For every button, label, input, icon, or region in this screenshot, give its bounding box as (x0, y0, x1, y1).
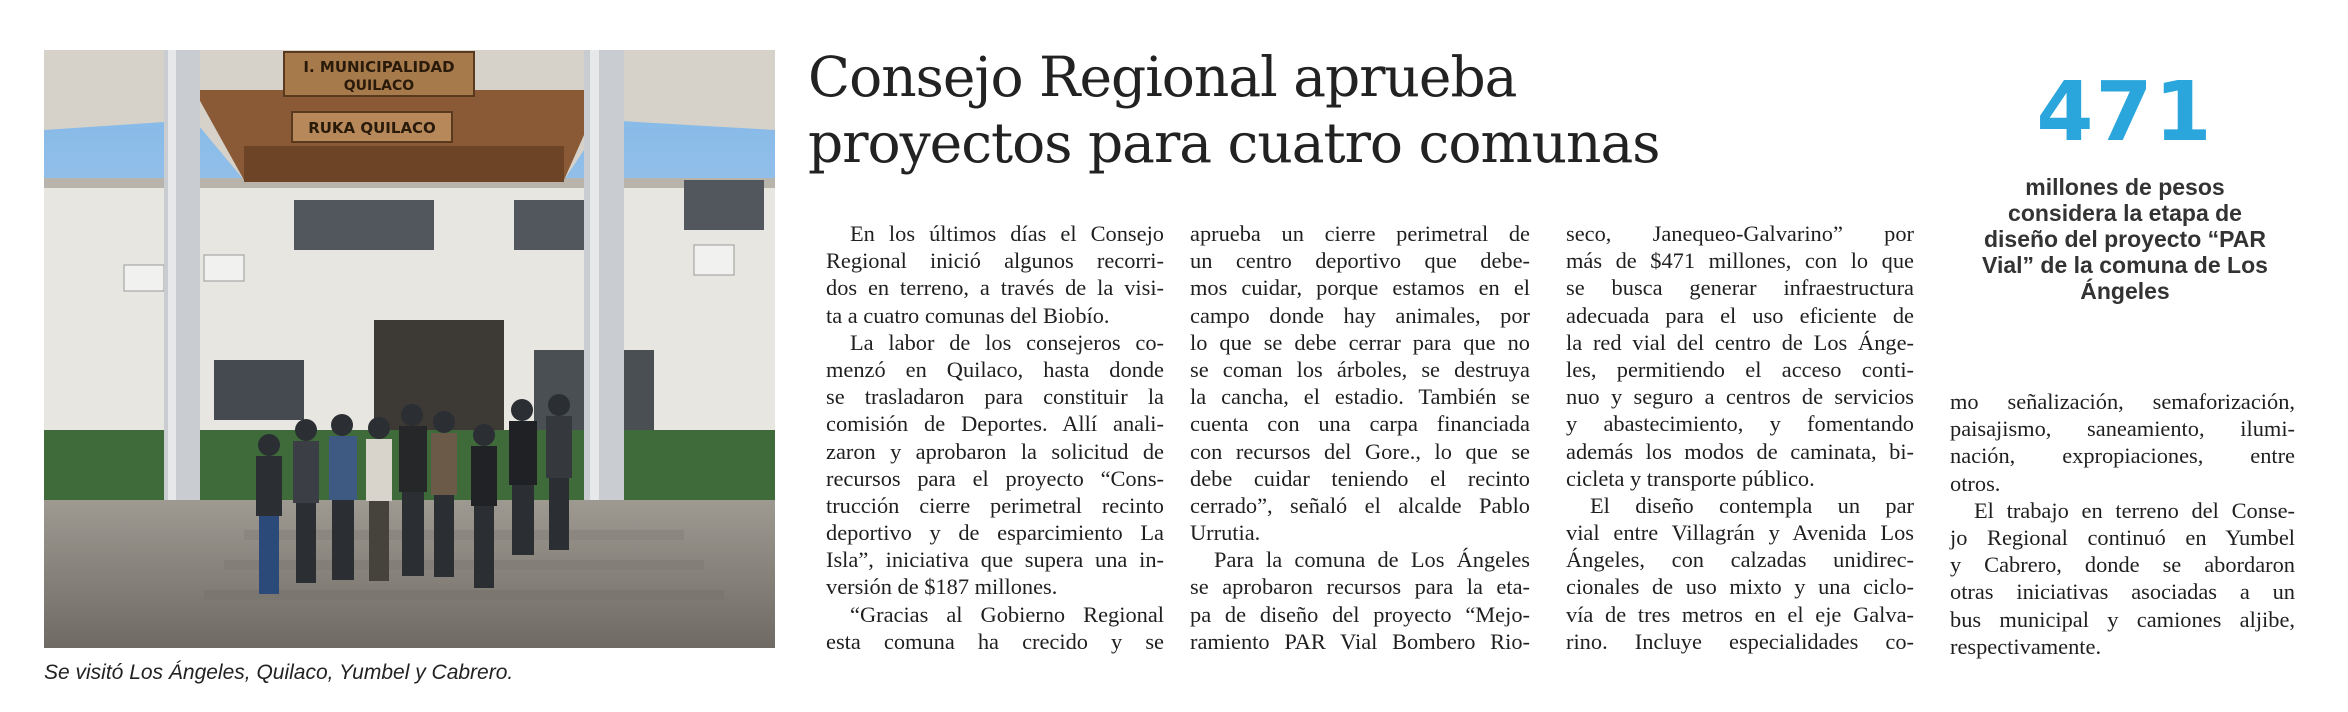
body-line: respectivamente. (1950, 633, 2102, 659)
highlight-line: Ángeles (2080, 278, 2170, 304)
body-line: otras iniciativas asociadas a un (1950, 579, 2295, 605)
body-line: nuo y seguro a centros de servicios (1566, 384, 1914, 410)
body-line: vía de tres metros en el eje Galva- (1566, 601, 1914, 627)
body-line: cicleta y transporte público. (1566, 465, 1815, 491)
body-column-4 (1950, 388, 2295, 660)
body-line: y abastecimiento, y fomentando (1566, 411, 1914, 437)
headline-line-1: Consejo Regional aprueba (808, 45, 1517, 109)
body-line: además los modos de caminata, bi- (1566, 438, 1914, 464)
body-line: con recursos del Gore., lo que se (1190, 438, 1530, 464)
sign-quilaco: QUILACO (343, 78, 415, 94)
highlight-number: 471 (2036, 65, 2214, 160)
body-line: lo que se debe cerrar para que no (1190, 329, 1530, 355)
highlight-line: millones de pesos (2025, 174, 2225, 200)
body-line: más de $471 millones, con lo que (1566, 248, 1914, 274)
body-line: El trabajo en terreno del Conse- (1974, 497, 2295, 523)
body-line: Ángeles, con calzadas unidirec- (1566, 547, 1914, 573)
body-line: aprueba un cierre perimetral de (1190, 221, 1530, 246)
body-line: deportivo y de esparcimiento La (826, 520, 1164, 546)
body-line: ramiento PAR Vial Bombero Rio- (1190, 628, 1530, 654)
body-line: cuenta con una carpa financiada (1190, 411, 1530, 437)
body-line: “Gracias al Gobierno Regional (850, 601, 1164, 627)
body-line: la red vial del centro de Los Ánge- (1566, 329, 1914, 355)
body-column-3 (1566, 220, 1914, 655)
body-line: adecuada para el uso eficiente de (1566, 302, 1914, 328)
body-line: ta a cuatro comunas del Biobío. (826, 302, 1110, 328)
body-line: se coman los árboles, se destruya (1190, 356, 1530, 382)
body-line: mos cuidar, porque estamos en el (1190, 275, 1530, 301)
sign-ruka-quilaco: RUKA QUILACO (308, 119, 436, 137)
body-line: paisajismo, saneamiento, ilumi- (1950, 416, 2295, 442)
body-line: menzó en Quilaco, hasta donde (826, 356, 1164, 382)
highlight-line: Vial” de la comuna de Los (1982, 252, 2268, 278)
body-line: dos en terreno, a través de la visi- (826, 275, 1164, 301)
article-headline (808, 44, 1898, 176)
body-line: les, permitiendo el acceso conti- (1566, 356, 1914, 382)
body-line: nación, expropiaciones, entre (1950, 443, 2295, 469)
body-line: rino. Incluye especialidades co- (1566, 628, 1914, 654)
body-line: cionales de uso mixto y una ciclo- (1566, 574, 1914, 600)
body-line: se trasladaron para constituir la (826, 384, 1164, 410)
body-column-1 (826, 220, 1164, 655)
body-line: mo señalización, semaforización, (1950, 389, 2295, 414)
body-line: recursos para el proyecto “Cons- (826, 465, 1164, 491)
body-line: bus municipal y camiones aljibe, (1950, 606, 2295, 632)
body-line: La labor de los consejeros co- (850, 329, 1164, 355)
body-line: versión de $187 millones. (826, 574, 1058, 600)
body-line: zaron y aprobaron la solicitud de (826, 438, 1164, 464)
body-line: Para la comuna de Los Ángeles (1214, 547, 1530, 573)
headline-line-2: proyectos para cuatro comunas (808, 111, 1660, 175)
body-line: cerrado”, señaló el alcalde Pablo (1190, 492, 1530, 518)
body-line: En los últimos días el Consejo (850, 221, 1164, 246)
highlight-line: diseño del proyecto “PAR (1983, 226, 2266, 252)
article-photo (44, 50, 775, 648)
body-line: se busca generar infraestructura (1566, 275, 1914, 301)
body-line: campo donde hay animales, por (1190, 302, 1530, 328)
body-line: Isla”, iniciativa que supera una in- (826, 547, 1164, 573)
body-line: seco, Janequeo-Galvarino” por (1566, 221, 1914, 246)
highlight-line: considera la etapa de (2008, 200, 2242, 226)
body-line: un centro deportivo que debe- (1190, 248, 1530, 274)
body-line: debe cuidar teniendo el recinto (1190, 465, 1530, 491)
photo-caption: Se visitó Los Ángeles, Quilaco, Yumbel y Cabrero. (44, 661, 514, 684)
body-line: la cancha, el estadio. También se (1190, 384, 1530, 410)
body-line: trucción cierre perimetral recinto (826, 492, 1164, 518)
body-line: Urrutia. (1190, 520, 1261, 546)
body-column-2 (1190, 220, 1530, 655)
body-line: se aprobaron recursos para la eta- (1190, 574, 1530, 600)
body-line: vial entre Villagrán y Avenida Los (1566, 520, 1914, 546)
municipal-building-photo (44, 50, 775, 648)
body-line: otros. (1950, 470, 2001, 496)
sign-municipalidad: I. MUNICIPALIDAD (303, 58, 455, 76)
body-line: Regional inició algunos recorri- (826, 248, 1164, 274)
body-line: comisión de Deportes. Allí anali- (826, 411, 1164, 437)
body-line: y Cabrero, donde se abordaron (1950, 552, 2295, 578)
body-line: jo Regional continuó en Yumbel (1950, 524, 2295, 550)
body-line: El diseño contempla un par (1590, 492, 1914, 518)
body-line: pa de diseño del proyecto “Mejo- (1190, 601, 1530, 627)
highlight-description (1955, 174, 2295, 304)
body-line: esta comuna ha crecido y se (826, 628, 1164, 654)
